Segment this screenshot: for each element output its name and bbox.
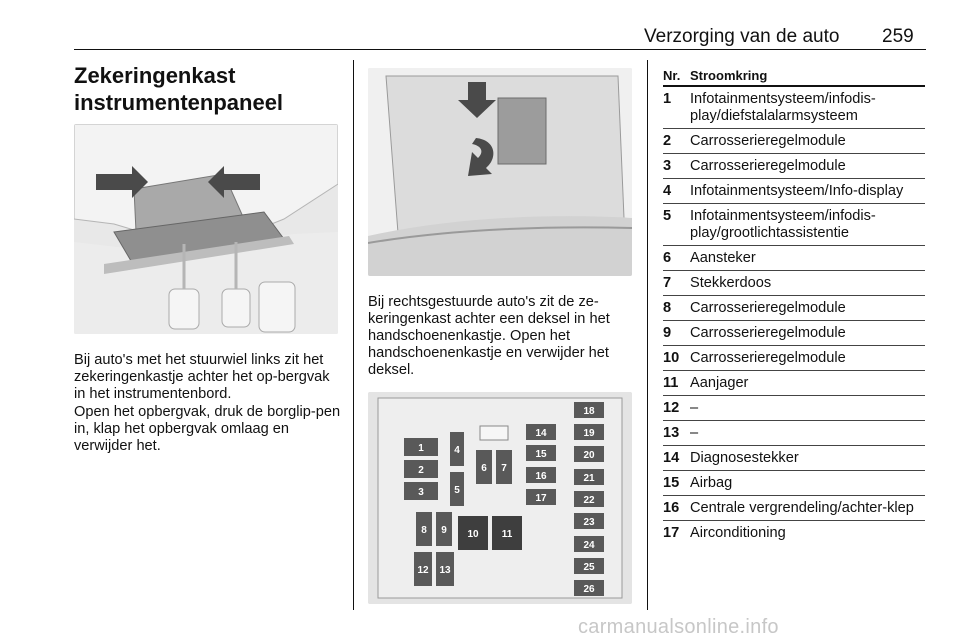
fuse-circuit: Infotainmentsysteem/infodis-play/grootlichtassistentie: [690, 208, 876, 241]
table-row: [663, 321, 925, 346]
table-row: [663, 346, 925, 371]
fuse-number: 12: [663, 400, 680, 416]
fuse-label-20: 20: [583, 450, 595, 461]
fuse-circuit: Carrosserieregelmodule: [690, 133, 846, 149]
table-row: [663, 204, 925, 246]
table-row: [663, 446, 925, 471]
table-row: [663, 496, 925, 521]
fuse-number: 1: [663, 91, 672, 107]
fuse-label-14: 14: [535, 428, 547, 439]
column-header-circuit: Stroomkring: [690, 68, 768, 83]
fuse-circuit: –: [690, 425, 699, 441]
running-header-title: Verzorging van de auto: [644, 26, 840, 47]
rhd-location-text: Bij rechtsgestuurde auto's zit de ze-keringenkast achter een deksel in het handschoenenkastje. Open het handschoenenkastje en verwijder het deksel.: [368, 294, 610, 378]
table-row: [663, 396, 925, 421]
table-row: [663, 296, 925, 321]
section-title: Zekeringenkast instrumentenpaneel: [74, 63, 284, 115]
fuse-box-diagram: [368, 392, 632, 604]
fuse-label-1: 1: [418, 443, 424, 454]
fuse-table: [663, 68, 925, 545]
table-row: [663, 246, 925, 271]
fuse-label-8: 8: [421, 525, 427, 536]
fuse-number: 10: [663, 350, 680, 366]
fuse-label-21: 21: [583, 473, 595, 484]
fuse-label-5: 5: [454, 485, 460, 496]
fuse-circuit: Aansteker: [690, 250, 756, 266]
table-row: [663, 371, 925, 396]
fuse-label-10: 10: [467, 529, 479, 540]
fuse-number: 16: [663, 500, 680, 516]
fuse-number: 15: [663, 475, 680, 491]
watermark: carmanualsonline.info: [578, 616, 779, 638]
table-row: [663, 87, 925, 129]
table-row: [663, 521, 925, 545]
fuse-circuit: Diagnosestekker: [690, 450, 799, 466]
fuse-label-2: 2: [418, 465, 424, 476]
column-divider: [647, 60, 648, 610]
fuse-circuit: Airbag: [690, 475, 733, 491]
table-header: [663, 68, 925, 87]
fuse-number: 9: [663, 325, 672, 341]
fuse-number: 13: [663, 425, 680, 441]
fuse-circuit: –: [690, 400, 699, 416]
page-number: 259: [882, 26, 914, 47]
fuse-label-19: 19: [583, 428, 595, 439]
fuse-label-25: 25: [583, 562, 595, 573]
fuse-circuit: Infotainmentsysteem/Info-display: [690, 183, 904, 199]
fuse-number: 2: [663, 133, 672, 149]
lhd-glovebox-illustration: [74, 124, 338, 334]
fuse-number: 17: [663, 525, 680, 541]
fuse-number: 14: [663, 450, 680, 466]
fuse-label-24: 24: [583, 540, 595, 551]
fuse-circuit: Airconditioning: [690, 525, 786, 541]
fuse-circuit: Centrale vergrendeling/achter-klep: [690, 500, 914, 516]
fuse-label-17: 17: [535, 493, 547, 504]
fuse-label-23: 23: [583, 517, 595, 528]
fuse-label-4: 4: [454, 445, 460, 456]
fuse-label-3: 3: [418, 487, 424, 498]
lhd-removal-text: Open het opbergvak, druk de borglip-pen in, klap het opbergvak omlaag en verwijder het.: [74, 404, 341, 454]
fuse-label-7: 7: [501, 463, 507, 474]
fuse-number: 7: [663, 275, 672, 291]
fuse-circuit: Carrosserieregelmodule: [690, 350, 846, 366]
fuse-label-13: 13: [439, 565, 451, 576]
rhd-glovebox-illustration: [368, 68, 632, 276]
fuse-number: 6: [663, 250, 672, 266]
fuse-number: 3: [663, 158, 672, 174]
fuse-label-12: 12: [417, 565, 429, 576]
table-row: [663, 271, 925, 296]
fuse-circuit: Carrosserieregelmodule: [690, 158, 846, 174]
fuse-label-9: 9: [441, 525, 447, 536]
table-row: [663, 471, 925, 496]
fuse-number: 11: [663, 375, 679, 391]
fuse-number: 5: [663, 208, 672, 224]
table-body: [663, 87, 925, 545]
table-row: [663, 154, 925, 179]
fuse-label-16: 16: [535, 471, 547, 482]
fuse-circuit: Infotainmentsysteem/infodis-play/diefstalalarmsysteem: [690, 91, 876, 124]
fuse-circuit: Carrosserieregelmodule: [690, 325, 846, 341]
fuse-circuit: Stekkerdoos: [690, 275, 772, 291]
column-header-nr: Nr.: [663, 68, 681, 83]
column-divider: [353, 60, 354, 610]
fuse-label-18: 18: [583, 406, 595, 417]
fuse-label-6: 6: [481, 463, 487, 474]
fuse-number: 4: [663, 183, 672, 199]
fuse-label-15: 15: [535, 449, 547, 460]
fuse-circuit: Carrosserieregelmodule: [690, 300, 846, 316]
table-row: [663, 421, 925, 446]
fuse-circuit: Aanjager: [690, 375, 749, 391]
fuse-number: 8: [663, 300, 672, 316]
lhd-location-text: Bij auto's met het stuurwiel links zit het zekeringenkastje achter het op-bergvak in het instrumentenbord.: [74, 352, 330, 402]
fuse-label-26: 26: [583, 584, 595, 595]
header-divider: [74, 49, 926, 50]
table-row: [663, 179, 925, 204]
table-row: [663, 129, 925, 154]
fuse-label-22: 22: [583, 495, 595, 506]
fuse-label-11: 11: [501, 529, 513, 540]
